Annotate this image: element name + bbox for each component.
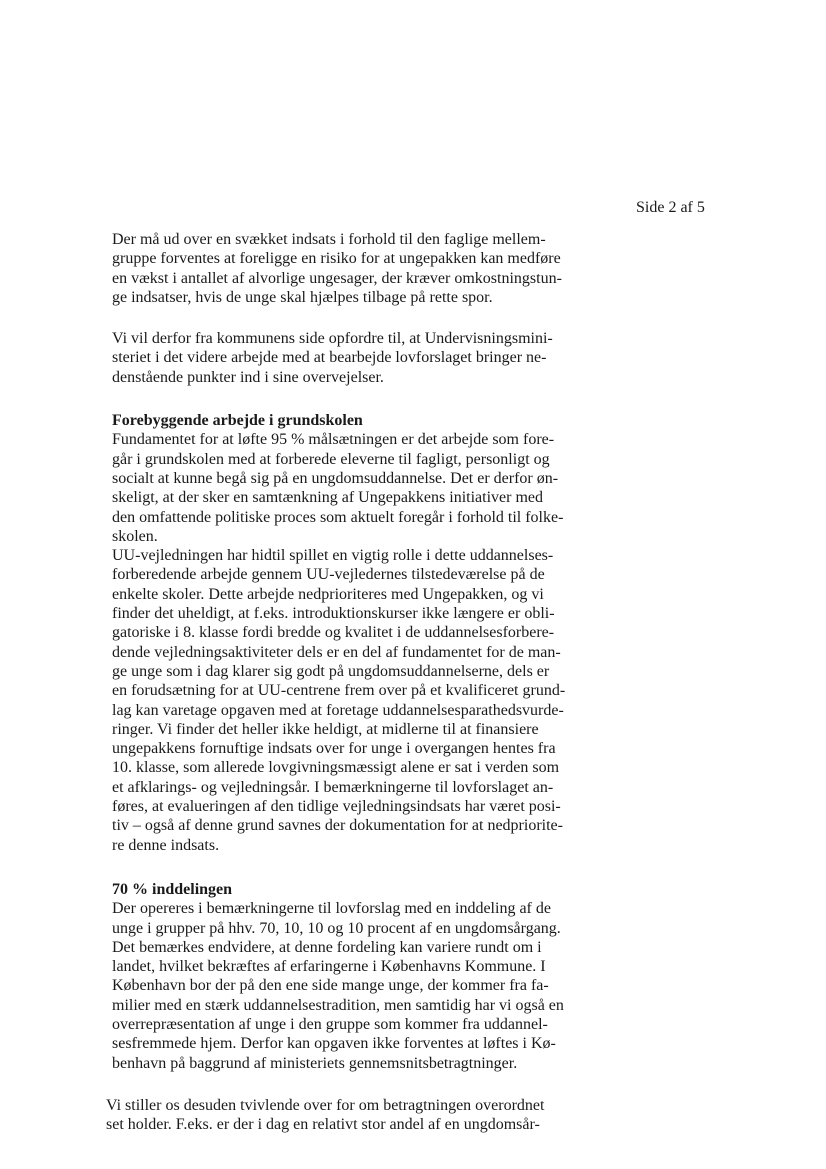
paragraph	[112, 230, 596, 307]
text-line: Vi vil derfor fra kommunens side opfordre til, at Undervisningsmini-	[112, 330, 553, 348]
text-line: UU-vejledningen har hidtil spillet en vigtig rolle i dette uddannelses-	[112, 547, 554, 565]
text-line: Der opereres i bemærkningerne til lovforslag med en inddeling af de	[112, 900, 551, 918]
text-line: skeligt, at der sker en samtænkning af Ungepakkens initiativer med	[112, 489, 543, 507]
text-line: ge indsatser, hvis de unge skal hjælpes tilbage på rette spor.	[112, 288, 493, 306]
text-line: en vækst i antallet af alvorlige ungesager, der kræver omkostningstun-	[112, 269, 562, 287]
text-line: lag kan varetage opgaven med at foretage uddannelsesparathedsvurde-	[112, 701, 564, 719]
text-line: Der må ud over en svækket indsats i forhold til den faglige mellem-	[112, 231, 546, 248]
section-heading: 70 % inddelingen	[112, 880, 233, 898]
text-line: gatoriske i 8. klasse fordi bredde og kvalitet i de uddannelsesforbere-	[112, 624, 555, 642]
text-line: denstående punkter ind i sine overvejelser.	[112, 368, 384, 386]
page-number: Side 2 af 5	[636, 199, 705, 216]
paragraph	[112, 899, 596, 1073]
text-line: ungepakkens fornuftige indsats over for unge i overgangen hentes fra	[112, 740, 556, 758]
document-body	[106, 230, 596, 1134]
text-line: set holder. F.eks. er der i dag en relativt stor andel af en ungdomsår-	[106, 1116, 540, 1134]
text-line: en forudsætning for at UU-centrene frem over på et kvalificeret grund-	[112, 682, 566, 700]
text-line: socialt at kunne begå sig på en ungdomsuddannelse. Det er derfor øn-	[112, 469, 559, 487]
text-line: milier med en stærk uddannelsestradition, men samtidig har vi også en	[112, 996, 564, 1014]
text-line: 10. klasse, som allerede lovgivningsmæssigt alene er sat i verden som	[112, 759, 560, 777]
text-line: føres, at evalueringen af den tidlige vejledningsindsats har været posi-	[112, 798, 561, 816]
text-line: ringer. Vi finder det heller ikke heldigt, at midlerne til at finansiere	[112, 720, 539, 738]
text-line: sesfremmede hjem. Derfor kan opgaven ikke forventes at løftes i Kø-	[112, 1035, 556, 1053]
text-line: ge unge som i dag klarer sig godt på ungdomsuddannelserne, dels er	[112, 662, 550, 680]
text-line: steriet i det videre arbejde med at bearbejde lovforslaget bringer ne-	[112, 349, 547, 367]
text-line: gruppe forventes at foreligge en risiko for at ungepakken kan medføre	[112, 250, 561, 268]
text-line: den omfattende politiske proces som aktuelt foregår i forhold til folke-	[112, 508, 564, 526]
section-heading: Forebyggende arbejde i grundskolen	[112, 412, 363, 430]
text-line: landet, hvilket bekræftes af erfaringerne i Københavns Kommune. I	[112, 958, 546, 976]
text-line: finder det uheldigt, at f.eks. introduktionskurser ikke længere er obli-	[112, 605, 555, 623]
text-line: går i grundskolen med at forberede eleverne til fagligt, personligt og	[112, 450, 550, 468]
text-line: et afklarings- og vejledningsår. I bemærkningerne til lovforslaget an-	[112, 778, 554, 796]
text-line: Vi stiller os desuden tvivlende over for om betragtningen overordnet	[106, 1096, 545, 1114]
text-line: Fundamentet for at løfte 95 % målsætningen er det arbejde som fore-	[112, 431, 555, 449]
text-line: forberedende arbejde gennem UU-vejledernes tilstedeværelse på de	[112, 566, 545, 584]
text-line: benhavn på baggrund af ministeriets gennemsnitsbetragtninger.	[112, 1054, 518, 1072]
text-line: Det bemærkes endvidere, at denne fordeling kan variere rundt om i	[112, 938, 542, 956]
text-line: enkelte skoler. Dette arbejde nedprioriteres med Ungepakken, og vi	[112, 585, 544, 603]
text-line: re denne indsats.	[112, 836, 220, 854]
text-line: skolen.	[112, 527, 158, 545]
text-line: dende vejledningsaktiviteter dels er en del af fundamentet for de man-	[112, 643, 561, 661]
text-line: overrepræsentation af unge i den gruppe som kommer fra uddannel-	[112, 1015, 548, 1033]
paragraph	[106, 1096, 596, 1135]
paragraph	[112, 430, 596, 546]
paragraph	[112, 329, 596, 387]
text-line: tiv – også af denne grund savnes der dokumentation for at nedpriorite-	[112, 817, 563, 835]
text-line: København bor der på den ene side mange unge, der kommer fra fa-	[112, 977, 549, 995]
paragraph	[112, 546, 596, 855]
text-line: unge i grupper på hhv. 70, 10, 10 og 10 procent af en ungdomsårgang.	[112, 919, 561, 937]
